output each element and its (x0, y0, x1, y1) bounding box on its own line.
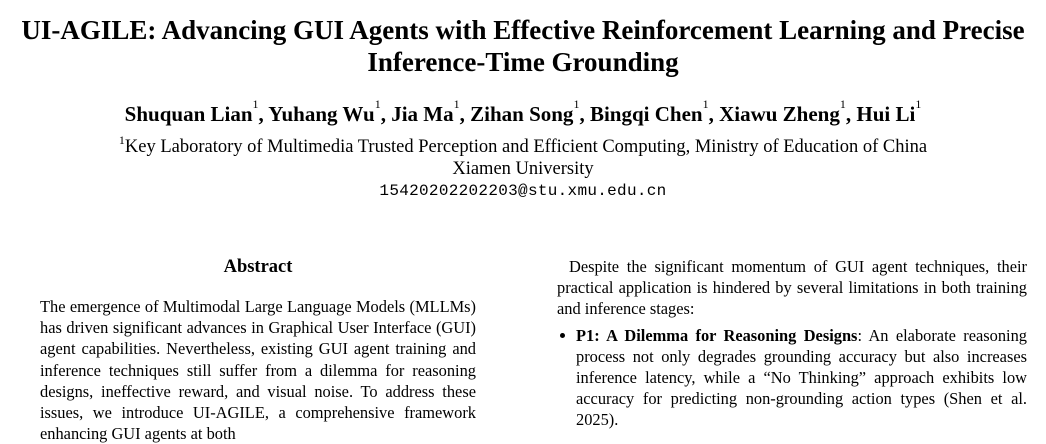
intro-paragraph: Despite the significant momentum of GUI agent techniques, their practical application is hindered by several limitations in both training and inference stages: (557, 257, 1027, 319)
affiliation-line: $^1$Key Laboratory of Multimedia Trusted Perception and Efficient Computing, Ministry of Education of China (118, 133, 928, 157)
list-item (557, 325, 1027, 431)
limitations-list (557, 325, 1027, 431)
abstract-text: The emergence of Multimodal Large Language Models (MLLMs) has driven significant advances in Graphical User Interface (GUI) agent capabilities. Nevertheless, existing GUI agent training and inference techniques still suffer from a dilemma for reasoning designs, ineffective reward, and visual noise. To address these issues, we introduce UI-AGILE, a comprehensive framework enhancing GUI agents at both (40, 297, 476, 444)
affiliation-block (0, 133, 1046, 202)
author: Xiawu Zheng$^1$ (719, 97, 846, 126)
right-column (557, 256, 1027, 431)
author-list: Shuquan Lian$^1$, Yuhang Wu$^1$, Jia Ma$^1$, Zihan Song$^1$, Bingqi Chen$^1$, Xiawu Zheng$^1$, Hui Li$^1$ (124, 97, 922, 126)
author-email: 15420202202203@stu.xmu.edu.cn (379, 182, 667, 200)
author: Yuhang Wu$^1$ (268, 97, 381, 126)
author: Zihan Song$^1$ (470, 97, 580, 126)
author: Bingqi Chen$^1$ (589, 97, 709, 126)
paper-title: UI-AGILE: Advancing GUI Agents with Effective Reinforcement Learning and Precise Inference-Time Grounding (21, 15, 1025, 77)
left-column (40, 256, 476, 444)
author: Hui Li$^1$ (856, 97, 922, 126)
author: Jia Ma$^1$ (391, 97, 460, 126)
bullet-label: P1: A Dilemma for Reasoning Designs (576, 325, 858, 345)
author: Shuquan Lian$^1$ (124, 97, 259, 126)
affiliation-university: Xiamen University (452, 159, 594, 179)
abstract-heading: Abstract (223, 257, 293, 277)
bullet-text: : An elaborate reasoning process not only degrades grounding accuracy but also increases inference latency, while a “No Thinking” approach exhibits low accuracy for predicting non-grounding action types (Shen et al. 2025). (576, 325, 1027, 430)
bullet-icon (560, 333, 565, 338)
